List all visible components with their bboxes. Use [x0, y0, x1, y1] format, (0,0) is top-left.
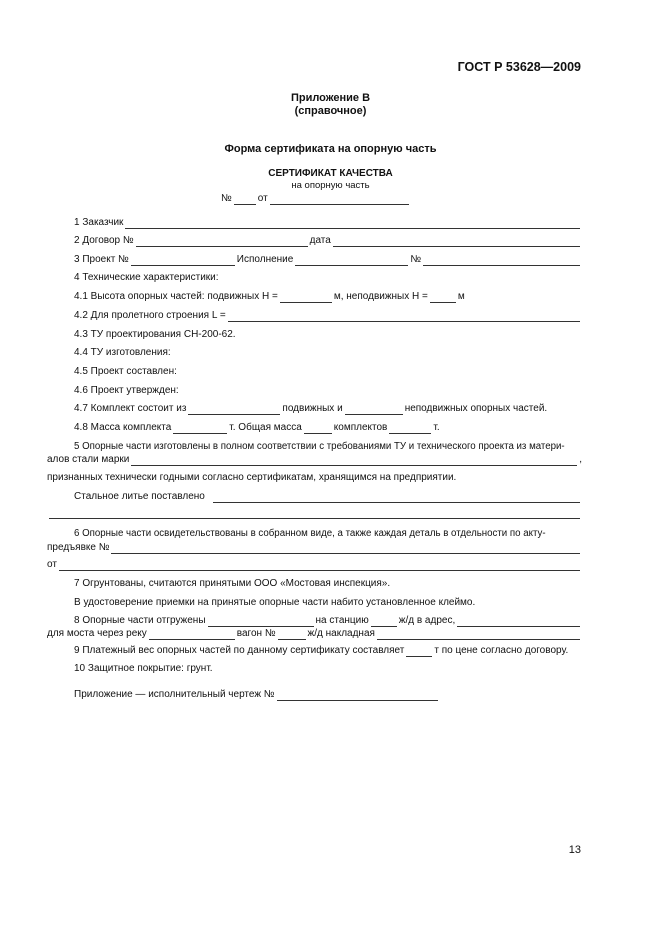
- height-unit: м: [457, 291, 465, 302]
- ship-label-c: ж/д в адрес,: [398, 615, 456, 626]
- standard-number: ГОСТ Р 53628—2009: [457, 60, 581, 74]
- river-blank[interactable]: [149, 628, 235, 640]
- page-number: 13: [568, 844, 581, 856]
- form-title: Форма сертификата на опорную часть: [224, 143, 437, 155]
- mass-count-blank[interactable]: [304, 422, 332, 434]
- attach-line: [74, 687, 440, 701]
- height-movable-blank[interactable]: [280, 291, 332, 303]
- steel-line: [74, 489, 582, 503]
- appendix-subtitle: (справочное): [294, 105, 367, 117]
- composed-line: [74, 364, 582, 378]
- certificate-from-label: от: [257, 193, 268, 204]
- steel-line2: [47, 505, 582, 519]
- p10-text: 10 Защитное покрытие: грунт.: [74, 663, 213, 674]
- drawing-no-blank[interactable]: [277, 689, 438, 701]
- kit-label-b: подвижных и: [282, 403, 343, 414]
- span-line: [74, 308, 582, 322]
- certificate-no-label: №: [221, 193, 232, 204]
- mass-line: [74, 420, 582, 434]
- p5-line2: [47, 452, 582, 466]
- certificate-date-blank[interactable]: [270, 193, 409, 205]
- ship-label-a: 8 Опорные части отгружены: [74, 615, 206, 626]
- customer-blank[interactable]: [125, 217, 580, 229]
- p10-line: [74, 661, 582, 675]
- contract-label: 2 Договор №: [74, 235, 134, 246]
- mass-label-a: 4.8 Масса комплекта: [74, 422, 172, 433]
- tech-label: 4 Технические характеристики:: [74, 272, 219, 283]
- tu-make-line: [74, 345, 582, 359]
- tu-design-label: 4.3 ТУ проектирования СН-200-62.: [74, 329, 236, 340]
- customer-label: 1 Заказчик: [74, 217, 124, 228]
- execution-blank[interactable]: [295, 254, 408, 266]
- ship-label-b: на станцию: [315, 615, 369, 626]
- act-from-blank[interactable]: [59, 559, 580, 571]
- ship-line: [74, 613, 582, 627]
- height-fixed-blank[interactable]: [430, 291, 456, 303]
- p7-text: 7 Огрунтованы, считаются принятыми ООО «Мостовая инспекция».: [74, 578, 391, 589]
- p6-text-1: 6 Опорные части освидетельствованы в собранном виде, а также каждая деталь в отдельности по акту-: [74, 528, 546, 539]
- project-line: [74, 252, 582, 266]
- p6-from-label: от: [47, 559, 57, 570]
- date-blank[interactable]: [333, 235, 580, 247]
- act-no-blank[interactable]: [111, 542, 580, 554]
- bridge-label-a: для моста через реку: [47, 628, 147, 639]
- project-no2-blank[interactable]: [423, 254, 580, 266]
- span-label: 4.2 Для пролетного строения L =: [74, 310, 226, 321]
- p9-label-b: т по цене согласно договору.: [434, 645, 569, 656]
- kit-line: [74, 401, 582, 415]
- p5-line3: [47, 470, 582, 484]
- mass-total-blank[interactable]: [389, 422, 431, 434]
- mass-label-b: т. Общая масса: [229, 422, 302, 433]
- p5-line1: [74, 439, 582, 453]
- certificate-no-blank[interactable]: [234, 193, 256, 205]
- p7-line: [74, 576, 582, 590]
- mass-kit-blank[interactable]: [173, 422, 227, 434]
- p5-comma: ,: [579, 454, 582, 465]
- steel-label: Стальное литье поставлено: [74, 491, 205, 502]
- attach-label: Приложение — исполнительный чертеж №: [74, 689, 275, 700]
- kit-label-a: 4.7 Комплект состоит из: [74, 403, 187, 414]
- kit-label-c: неподвижных опорных частей.: [404, 403, 548, 414]
- kit-fixed-blank[interactable]: [345, 403, 403, 415]
- composed-label: 4.5 Проект составлен:: [74, 366, 177, 377]
- project-no-blank[interactable]: [131, 254, 235, 266]
- approved-line: [74, 383, 582, 397]
- wagon-blank[interactable]: [278, 628, 306, 640]
- bridge-line: [47, 626, 582, 640]
- weight-blank[interactable]: [406, 645, 432, 657]
- p6-text-2: предъявке №: [47, 542, 110, 553]
- project-label: 3 Проект №: [74, 254, 129, 265]
- project-no2-label: №: [410, 254, 422, 265]
- execution-label: Исполнение: [236, 254, 294, 265]
- p5-text-2: алов стали марки: [47, 454, 130, 465]
- height-line: [74, 289, 582, 303]
- contract-no-blank[interactable]: [136, 235, 308, 247]
- certificate-subtitle: на опорную часть: [291, 180, 370, 191]
- tech-line: [74, 270, 582, 284]
- contract-line: [74, 233, 582, 247]
- bridge-label-c: ж/д накладная: [307, 628, 375, 639]
- p9-line: [74, 643, 582, 657]
- height-label-a: 4.1 Высота опорных частей: подвижных Н =: [74, 291, 278, 302]
- stamp-text: В удостоверение приемки на принятые опорные части набито установленное клеймо.: [74, 597, 476, 608]
- mass-label-c: комплектов: [333, 422, 388, 433]
- waybill-blank[interactable]: [377, 628, 580, 640]
- kit-movable-blank[interactable]: [188, 403, 280, 415]
- p6-line3: [47, 557, 582, 571]
- mass-label-d: т.: [433, 422, 440, 433]
- p5-text-3: признанных технически годными согласно сертификатам, хранящимся на предприятии.: [47, 472, 457, 483]
- height-label-b: м, неподвижных Н =: [333, 291, 428, 302]
- p5-text-1: 5 Опорные части изготовлены в полном соответствии с требованиями ТУ и технического проекта из матери-: [74, 441, 565, 452]
- span-blank[interactable]: [228, 310, 580, 322]
- certificate-title: СЕРТИФИКАТ КАЧЕСТВА: [268, 168, 393, 179]
- date-label: дата: [309, 235, 331, 246]
- stamp-line: [74, 595, 582, 609]
- bridge-label-b: вагон №: [236, 628, 276, 639]
- appendix-title: Приложение В: [290, 92, 371, 104]
- steel-blank[interactable]: [213, 491, 580, 503]
- p6-line2: [47, 540, 582, 554]
- customer-line: [74, 215, 582, 229]
- p9-label-a: 9 Платежный вес опорных частей по данному сертификату составляет: [74, 645, 405, 656]
- approved-label: 4.6 Проект утвержден:: [74, 385, 179, 396]
- tu-design-line: [74, 327, 582, 341]
- certificate-number-line: [221, 191, 411, 205]
- p6-line1: [74, 526, 582, 540]
- steel-grade-blank[interactable]: [131, 454, 577, 466]
- tu-make-label: 4.4 ТУ изготовления:: [74, 347, 171, 358]
- steel-blank-2[interactable]: [49, 507, 580, 519]
